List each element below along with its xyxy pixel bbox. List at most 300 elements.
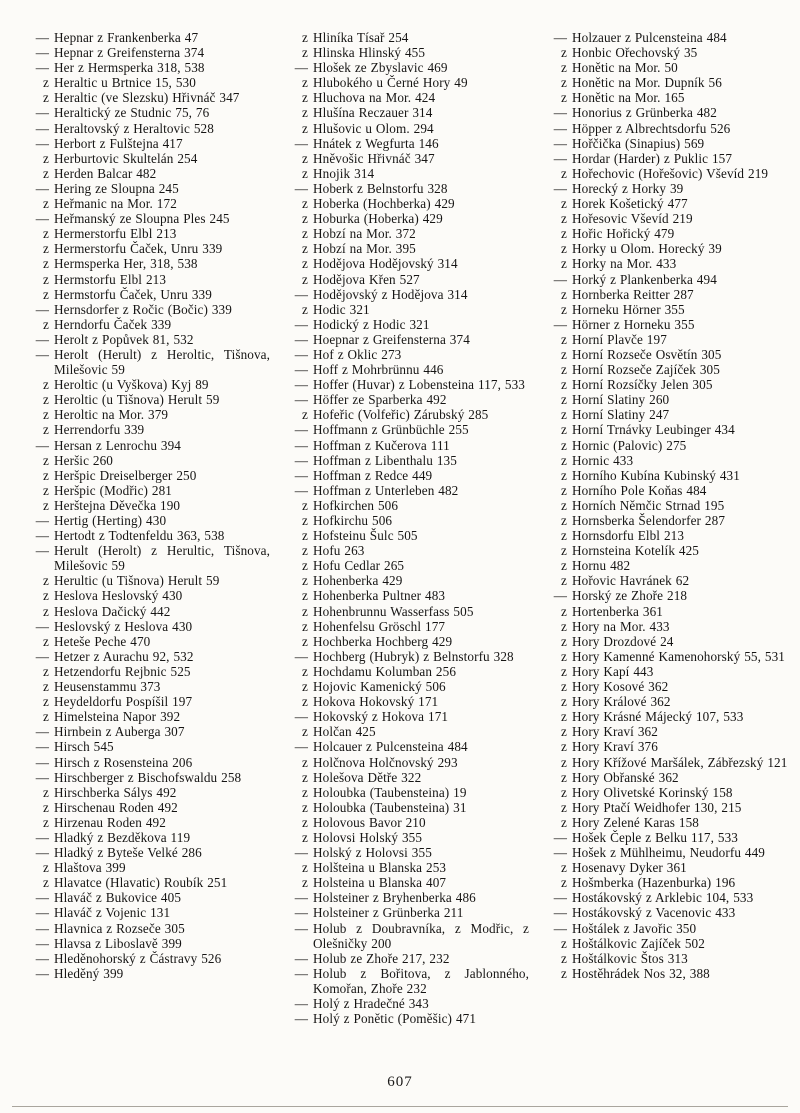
- index-entry: [546, 438, 788, 453]
- index-entry: [28, 347, 270, 377]
- entry-prefix: z: [302, 75, 308, 91]
- entry-prefix: z: [43, 286, 49, 302]
- index-entry: [546, 453, 788, 468]
- entry-prefix: —: [294, 950, 308, 966]
- entry-text: Hochberka Hochberg 429: [313, 633, 453, 649]
- index-entry: [287, 739, 529, 754]
- entry-prefix: z: [302, 211, 308, 227]
- entry-prefix: z: [302, 226, 308, 242]
- entry-prefix: —: [553, 920, 567, 936]
- entry-text: Hof z Oklic 273: [313, 346, 402, 362]
- entry-text: Heršpic (Modřic) 281: [54, 482, 172, 498]
- index-entry: [28, 377, 270, 392]
- entry-text: Herolt (Herult) z Heroltic, Tišnova, Milešovic 59: [54, 346, 270, 378]
- entry-text: Hoffman z Unterleben 482: [313, 482, 459, 498]
- index-entry: [546, 770, 788, 785]
- entry-text: Hostákovský z Vacenovic 433: [572, 905, 736, 921]
- entry-prefix: —: [35, 648, 49, 664]
- index-entry: [546, 392, 788, 407]
- index-entry: [28, 75, 270, 90]
- index-entry: [28, 272, 270, 287]
- entry-prefix: z: [302, 301, 308, 317]
- entry-text: Herburtovic Skultelán 254: [54, 150, 198, 166]
- entry-prefix: z: [561, 377, 567, 393]
- entry-prefix: z: [43, 196, 49, 212]
- index-entry: [546, 558, 788, 573]
- entry-text: Hořovic Havránek 62: [572, 573, 690, 589]
- entry-prefix: z: [302, 679, 308, 695]
- index-entry: [28, 332, 270, 347]
- entry-text: Honětic na Mor. 165: [572, 90, 685, 106]
- entry-text: Hory Zelené Karas 158: [572, 814, 700, 830]
- index-entry: [287, 860, 529, 875]
- entry-prefix: z: [561, 950, 567, 966]
- entry-text: Heroltic (u Vyškova) Kyj 89: [54, 377, 209, 393]
- entry-text: Hladký z Bezděkova 119: [54, 829, 191, 845]
- entry-prefix: z: [561, 543, 567, 559]
- index-entry: [287, 649, 529, 664]
- entry-prefix: z: [43, 663, 49, 679]
- index-entry: [28, 438, 270, 453]
- entry-text: Hortenberka 361: [572, 603, 663, 619]
- entry-prefix: z: [302, 663, 308, 679]
- entry-text: Hoffmann z Grünbüchle 255: [313, 422, 469, 438]
- index-entry: [28, 498, 270, 513]
- entry-text: Hodic 321: [313, 301, 370, 317]
- entry-text: Hnojik 314: [313, 165, 375, 181]
- index-entry: [28, 513, 270, 528]
- index-entry: [28, 256, 270, 271]
- entry-text: Heřmanský ze Sloupna Ples 245: [54, 211, 230, 227]
- entry-text: Hermsperka Her, 318, 538: [54, 256, 198, 272]
- index-entry: [287, 724, 529, 739]
- index-entry: [546, 573, 788, 588]
- index-entry: [28, 604, 270, 619]
- entry-text: Hory Drozdové 24: [572, 633, 674, 649]
- entry-prefix: z: [302, 271, 308, 287]
- entry-text: Horky na Mor. 433: [572, 256, 677, 272]
- entry-prefix: —: [35, 180, 49, 196]
- index-entry: [546, 166, 788, 181]
- entry-prefix: z: [302, 588, 308, 604]
- entry-text: Honorius z Grünberka 482: [572, 105, 717, 121]
- entry-prefix: —: [35, 135, 49, 151]
- entry-prefix: z: [43, 497, 49, 513]
- entry-prefix: —: [553, 30, 567, 45]
- entry-prefix: z: [302, 497, 308, 513]
- entry-text: Holešova Dětře 322: [313, 769, 422, 785]
- entry-prefix: —: [35, 890, 49, 906]
- entry-text: Hernsdorfer z Ročic (Bočic) 339: [54, 301, 232, 317]
- entry-text: Herden Balcar 482: [54, 165, 157, 181]
- entry-prefix: z: [43, 377, 49, 393]
- entry-text: Höpper z Albrechtsdorfu 526: [572, 120, 731, 136]
- entry-prefix: z: [561, 437, 567, 453]
- index-entry: [546, 407, 788, 422]
- index-entry: [28, 739, 270, 754]
- index-entry: [28, 649, 270, 664]
- entry-text: Hoffman z Redce 449: [313, 467, 433, 483]
- entry-text: Holoubka (Taubensteina) 19: [313, 784, 467, 800]
- index-entry: [28, 468, 270, 483]
- entry-text: Hofu Cedlar 265: [313, 558, 405, 574]
- index-entry: [28, 664, 270, 679]
- footer-rule: [12, 1106, 788, 1107]
- index-entry: [287, 438, 529, 453]
- entry-prefix: z: [302, 769, 308, 785]
- index-entry: [546, 196, 788, 211]
- entry-prefix: z: [43, 573, 49, 589]
- entry-prefix: z: [561, 935, 567, 951]
- entry-text: Holoubka (Taubensteina) 31: [313, 799, 467, 815]
- entry-text: Horní Plavče 197: [572, 331, 667, 347]
- entry-text: Horní Rozsíčky Jelen 305: [572, 377, 713, 393]
- index-entry: [287, 166, 529, 181]
- index-entry: [287, 226, 529, 241]
- entry-prefix: z: [561, 301, 567, 317]
- index-entry: [287, 392, 529, 407]
- entry-prefix: z: [302, 90, 308, 106]
- entry-prefix: —: [35, 331, 49, 347]
- entry-prefix: z: [561, 724, 567, 740]
- entry-text: Hliníka Tísař 254: [313, 30, 409, 45]
- entry-prefix: z: [561, 196, 567, 212]
- entry-text: Heroltic (u Tišnova) Herult 59: [54, 392, 220, 408]
- entry-text: Heraltický ze Studnic 75, 76: [54, 105, 210, 121]
- index-entry: [546, 936, 788, 951]
- entry-text: Holub ze Zhoře 217, 232: [313, 950, 450, 966]
- index-entry: [546, 634, 788, 649]
- index-entry: [546, 105, 788, 120]
- entry-text: Horský ze Zhoře 218: [572, 588, 688, 604]
- index-entry: [28, 317, 270, 332]
- entry-text: Hermerstorfu Elbl 213: [54, 226, 177, 242]
- index-entry: [287, 407, 529, 422]
- entry-text: Hetzer z Aurachu 92, 532: [54, 648, 194, 664]
- entry-prefix: —: [553, 829, 567, 845]
- entry-text: Hlaštova 399: [54, 860, 126, 876]
- entry-text: Hetzendorfu Rejbnic 525: [54, 663, 191, 679]
- index-entry: [28, 619, 270, 634]
- index-entry: [287, 483, 529, 498]
- index-entry: [287, 256, 529, 271]
- index-entry: [546, 709, 788, 724]
- index-entry: [28, 45, 270, 60]
- entry-prefix: —: [35, 30, 49, 45]
- entry-prefix: z: [302, 196, 308, 212]
- entry-text: Hobzí na Mor. 395: [313, 241, 416, 257]
- entry-prefix: —: [35, 829, 49, 845]
- entry-prefix: z: [43, 422, 49, 438]
- entry-text: Holčan 425: [313, 724, 376, 740]
- index-entry: [287, 634, 529, 649]
- index-entry: [28, 966, 270, 981]
- entry-text: Hodějova Hodějovský 314: [313, 256, 458, 272]
- index-entry: [287, 815, 529, 830]
- index-entry: [287, 453, 529, 468]
- entry-text: Heslova Heslovský 430: [54, 588, 183, 604]
- index-entry: [287, 694, 529, 709]
- entry-text: Holovsi Holský 355: [313, 829, 423, 845]
- entry-text: Hlinska Hlinský 455: [313, 45, 426, 61]
- entry-prefix: z: [302, 256, 308, 272]
- index-entry: [546, 528, 788, 543]
- entry-text: Hordar (Harder) z Puklic 157: [572, 150, 733, 166]
- index-entry: [287, 317, 529, 332]
- entry-prefix: z: [561, 75, 567, 91]
- index-entry: [546, 739, 788, 754]
- entry-prefix: z: [43, 814, 49, 830]
- entry-prefix: z: [43, 452, 49, 468]
- index-entry: [287, 830, 529, 845]
- index-entry: [546, 347, 788, 362]
- index-entry: [28, 634, 270, 649]
- entry-text: Heraltic (ve Slezsku) Hřivnáč 347: [54, 90, 240, 106]
- index-entry: [546, 30, 788, 45]
- entry-prefix: —: [35, 513, 49, 528]
- entry-prefix: z: [561, 362, 567, 378]
- entry-text: Hodějova Křen 527: [313, 271, 420, 287]
- index-entry: [287, 45, 529, 60]
- entry-prefix: —: [294, 905, 308, 921]
- entry-text: Her z Hermsperka 318, 538: [54, 60, 205, 76]
- entry-text: Hoberk z Belnstorfu 328: [313, 180, 448, 196]
- entry-prefix: z: [302, 120, 308, 136]
- index-entry: [287, 136, 529, 151]
- entry-prefix: z: [561, 618, 567, 634]
- entry-text: Hoffer (Huvar) z Lobensteina 117, 533: [313, 377, 526, 393]
- entry-prefix: z: [302, 165, 308, 181]
- index-entry: [28, 785, 270, 800]
- index-entry: [28, 815, 270, 830]
- index-entry: [287, 573, 529, 588]
- entry-prefix: z: [43, 799, 49, 815]
- index-entry: [287, 302, 529, 317]
- entry-text: Hoštálkovic Zajíček 502: [572, 935, 705, 951]
- index-entry: [28, 890, 270, 905]
- entry-prefix: z: [43, 241, 49, 257]
- entry-prefix: —: [294, 452, 308, 468]
- index-entry: [28, 694, 270, 709]
- index-entry: [287, 422, 529, 437]
- entry-text: Hirsch 545: [54, 739, 114, 755]
- entry-text: Hlavatce (Hlavatic) Roubík 251: [54, 875, 228, 891]
- entry-text: Hlošek ze Zbyslavic 469: [313, 60, 448, 76]
- entry-prefix: —: [294, 467, 308, 483]
- entry-prefix: z: [302, 573, 308, 589]
- entry-prefix: —: [553, 180, 567, 196]
- index-entry: [287, 377, 529, 392]
- entry-text: Honětic na Mor. Dupník 56: [572, 75, 722, 91]
- entry-prefix: z: [561, 90, 567, 106]
- index-entry: [546, 317, 788, 332]
- entry-prefix: z: [43, 679, 49, 695]
- entry-text: Heusenstammu 373: [54, 679, 161, 695]
- index-entry: [546, 694, 788, 709]
- entry-text: Heslova Dačický 442: [54, 603, 171, 619]
- entry-text: Hokova Hokovský 171: [313, 694, 439, 710]
- index-entry: [546, 483, 788, 498]
- entry-prefix: —: [35, 739, 49, 755]
- entry-text: Hory Kosové 362: [572, 679, 669, 695]
- entry-prefix: z: [43, 482, 49, 498]
- entry-text: Hleděnohorský z Částravy 526: [54, 950, 222, 966]
- entry-text: Hoštálkovic Štos 313: [572, 950, 688, 966]
- entry-prefix: z: [561, 497, 567, 513]
- entry-text: Herbort z Fulštejna 417: [54, 135, 183, 151]
- entry-text: Hory Ptačí Weidhofer 130, 215: [572, 799, 742, 815]
- entry-prefix: —: [553, 890, 567, 906]
- index-entry: [546, 845, 788, 860]
- entry-text: Hory Kraví 362: [572, 724, 658, 740]
- entry-prefix: z: [561, 256, 567, 272]
- index-entry: [546, 151, 788, 166]
- entry-text: Höffer ze Sparberka 492: [313, 392, 447, 408]
- index-entry: [546, 302, 788, 317]
- index-entry: [287, 332, 529, 347]
- entry-text: Hnátek z Wegfurta 146: [313, 135, 439, 151]
- entry-text: Horní Trnávky Leubinger 434: [572, 422, 735, 438]
- entry-text: Hirnbein z Auberga 307: [54, 724, 185, 740]
- index-entry: [28, 951, 270, 966]
- entry-prefix: z: [561, 45, 567, 61]
- index-entry: [287, 181, 529, 196]
- index-entry: [287, 966, 529, 996]
- index-entry: [28, 302, 270, 317]
- entry-prefix: —: [35, 528, 49, 544]
- entry-text: Hofsteinu Šulc 505: [313, 528, 418, 544]
- entry-prefix: —: [35, 769, 49, 785]
- entry-text: Hohenfelsu Gröschl 177: [313, 618, 446, 634]
- entry-text: Honětic na Mor. 50: [572, 60, 678, 76]
- entry-text: Hochberg (Hubryk) z Belnstorfu 328: [313, 648, 514, 664]
- entry-text: Horního Pole Koňas 484: [572, 482, 707, 498]
- index-entry: [287, 558, 529, 573]
- entry-text: Hornsberka Šelendorfer 287: [572, 513, 726, 528]
- entry-text: Hostákovský z Arklebic 104, 533: [572, 890, 754, 906]
- index-entry: [287, 105, 529, 120]
- index-entry: [546, 875, 788, 890]
- entry-prefix: z: [561, 679, 567, 695]
- index-entry: [287, 528, 529, 543]
- entry-text: Hory Kapí 443: [572, 663, 654, 679]
- entry-text: Hory Křížové Maršálek, Zábřezský 121: [572, 754, 788, 770]
- entry-text: Holský z Holovsi 355: [313, 845, 432, 861]
- entry-text: Hlušína Reczauer 314: [313, 105, 433, 121]
- entry-text: Holšteina u Blanska 253: [313, 860, 447, 876]
- entry-text: Heydeldorfu Pospíšil 197: [54, 694, 193, 710]
- entry-prefix: z: [302, 754, 308, 770]
- entry-prefix: z: [561, 573, 567, 589]
- entry-text: Herštejna Děvečka 190: [54, 497, 181, 513]
- entry-text: Hermstorfu Elbl 213: [54, 271, 167, 287]
- entry-text: Heraltovský z Heraltovic 528: [54, 120, 214, 136]
- entry-text: Hory Kraví 376: [572, 739, 658, 755]
- entry-prefix: —: [35, 754, 49, 770]
- index-entry: [546, 905, 788, 920]
- entry-prefix: z: [43, 603, 49, 619]
- index-entry: [28, 543, 270, 573]
- entry-prefix: z: [561, 407, 567, 423]
- entry-prefix: —: [553, 120, 567, 136]
- index-entry: [28, 121, 270, 136]
- index-entry: [287, 679, 529, 694]
- entry-text: Hošek z Mühlheimu, Neudorfu 449: [572, 845, 765, 861]
- index-entry: [546, 755, 788, 770]
- index-entry: [287, 755, 529, 770]
- entry-text: Horní Slatiny 260: [572, 392, 670, 408]
- entry-prefix: z: [561, 648, 567, 664]
- entry-prefix: z: [561, 799, 567, 815]
- entry-text: Hostěhrádek Nos 32, 388: [572, 965, 710, 981]
- entry-prefix: —: [294, 1011, 308, 1027]
- entry-prefix: z: [561, 663, 567, 679]
- index-entry: [28, 90, 270, 105]
- entry-prefix: z: [43, 392, 49, 408]
- entry-prefix: z: [43, 633, 49, 649]
- entry-prefix: —: [294, 346, 308, 362]
- entry-prefix: z: [302, 30, 308, 45]
- entry-text: Holčnova Holčnovský 293: [313, 754, 458, 770]
- entry-text: Heteše Peche 470: [54, 633, 151, 649]
- index-entry: [28, 136, 270, 151]
- index-entry: [28, 407, 270, 422]
- entry-text: Hohenberka 429: [313, 573, 403, 589]
- entry-prefix: —: [294, 377, 308, 393]
- entry-prefix: —: [35, 346, 49, 362]
- index-entry: [287, 785, 529, 800]
- index-entry: [287, 770, 529, 785]
- entry-prefix: z: [43, 860, 49, 876]
- entry-text: Hohenberka Pultner 483: [313, 588, 446, 604]
- index-entry: [28, 483, 270, 498]
- index-entry: [287, 921, 529, 951]
- index-entry: [546, 619, 788, 634]
- index-entry: [546, 921, 788, 936]
- entry-text: Hoff z Mohrbrünnu 446: [313, 362, 444, 378]
- index-entry: [287, 196, 529, 211]
- index-entry: [28, 845, 270, 860]
- entry-prefix: z: [302, 558, 308, 574]
- entry-text: Hepnar z Frankenberka 47: [54, 30, 199, 45]
- index-entry: [546, 951, 788, 966]
- entry-text: Hering ze Sloupna 245: [54, 180, 179, 196]
- entry-prefix: z: [561, 60, 567, 76]
- entry-text: Horních Němčic Strnad 195: [572, 497, 725, 513]
- entry-prefix: z: [302, 694, 308, 710]
- entry-prefix: z: [561, 633, 567, 649]
- entry-text: Hojovic Kamenický 506: [313, 679, 446, 695]
- index-entry: [546, 422, 788, 437]
- index-entry: [287, 362, 529, 377]
- index-entry: [546, 272, 788, 287]
- entry-text: Holý z Hradečné 343: [313, 996, 429, 1011]
- entry-text: Hersan z Lenrochu 394: [54, 437, 182, 453]
- entry-prefix: —: [35, 724, 49, 740]
- entry-text: Holsteina u Blanska 407: [313, 875, 447, 891]
- entry-text: Hněvošic Hřivnáč 347: [313, 150, 435, 166]
- index-entry: [28, 724, 270, 739]
- entry-text: Hirsch z Rosensteina 206: [54, 754, 193, 770]
- entry-prefix: z: [43, 90, 49, 106]
- index-entry: [546, 75, 788, 90]
- entry-prefix: —: [294, 648, 308, 664]
- entry-prefix: z: [43, 467, 49, 483]
- index-entry: [28, 573, 270, 588]
- entry-prefix: —: [35, 543, 49, 559]
- index-entry: [28, 875, 270, 890]
- index-entry: [28, 679, 270, 694]
